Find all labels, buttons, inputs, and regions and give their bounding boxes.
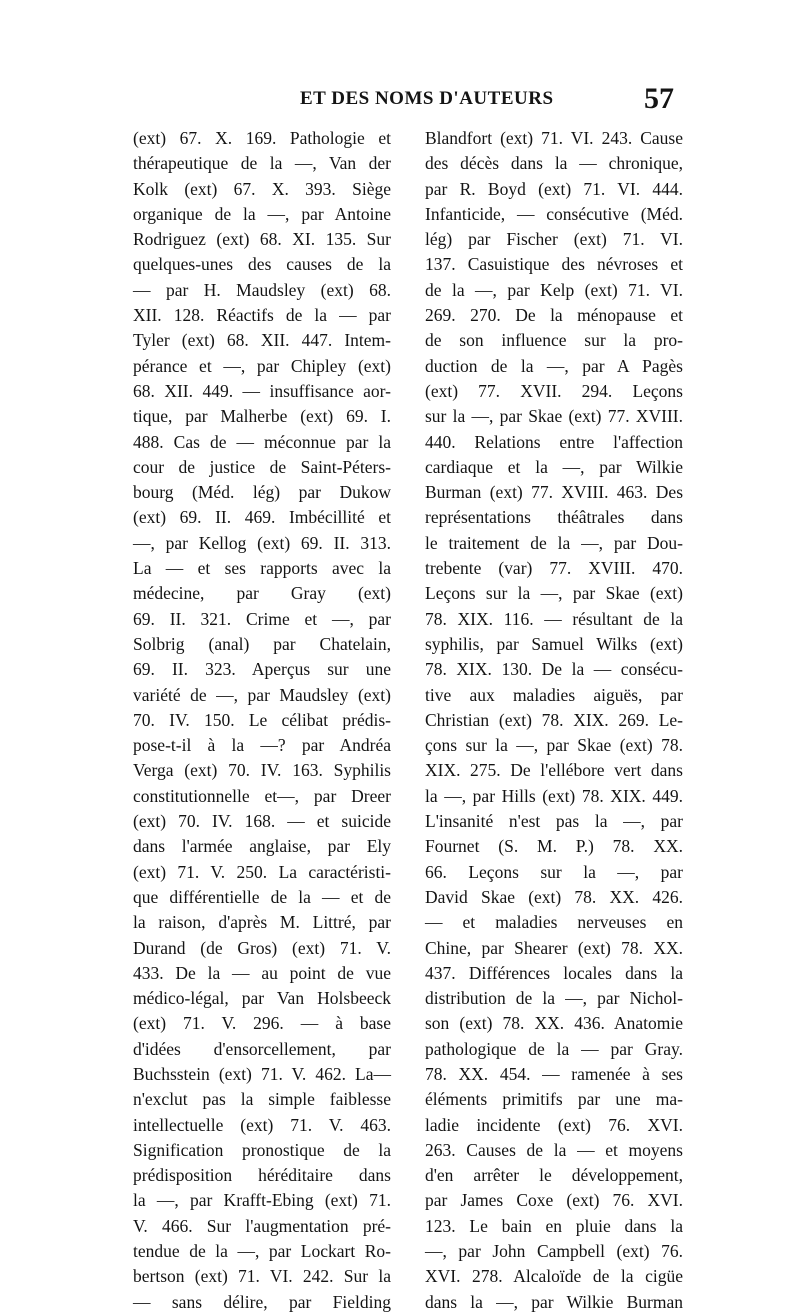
text-line: variété de —, par Maudsley (ext) (133, 684, 391, 705)
text-line: 488. Cas de — méconnue par la (133, 431, 391, 452)
text-line: — et maladies nerveuses en (425, 912, 683, 933)
text-line: pathologique de la — par Gray. (425, 1038, 683, 1059)
text-line: L'insanité n'est pas la —, par (425, 811, 683, 832)
text-line: 263. Causes de la — et moyens (425, 1139, 683, 1160)
text-line: syphilis, par Samuel Wilks (ext) (425, 633, 683, 654)
text-line: lég) par Fischer (ext) 71. VI. (425, 229, 683, 250)
running-title: ET DES NOMS D'AUTEURS (300, 88, 554, 109)
text-line: Rodriguez (ext) 68. XI. 135. Sur (133, 229, 391, 250)
text-line: d'en arrêter le développement, (425, 1165, 683, 1186)
text-line: 137. Casuistique des névroses et (425, 254, 683, 275)
text-line: Fournet (S. M. P.) 78. XX. (425, 836, 683, 857)
text-line: thérapeutique de la —, Van der (133, 153, 391, 174)
text-line: Christian (ext) 78. XIX. 269. Le- (425, 709, 683, 730)
text-line: çons sur la —, par Skae (ext) 78. (425, 735, 683, 756)
text-line: dans l'armée anglaise, par Ely (133, 836, 391, 857)
text-line: Signification pronostique de la (133, 1139, 391, 1160)
text-line: son (ext) 78. XX. 436. Anatomie (425, 1013, 683, 1034)
text-line: la raison, d'après M. Littré, par (133, 912, 391, 933)
text-line: —, par John Campbell (ext) 76. (425, 1241, 683, 1262)
text-line: 269. 270. De la ménopause et (425, 305, 683, 326)
text-line: 78. XIX. 130. De la — consécu- (425, 659, 683, 680)
text-line: d'idées d'ensorcellement, par (133, 1038, 391, 1059)
text-line: Leçons sur la —, par Skae (ext) (425, 583, 683, 604)
text-line: — par H. Maudsley (ext) 68. (133, 279, 391, 300)
text-line: 70. IV. 150. Le célibat prédis- (133, 709, 391, 730)
text-line: duction de la —, par A Pagès (425, 355, 683, 376)
text-line: la —, par Krafft-Ebing (ext) 71. (133, 1190, 391, 1211)
text-line: XIX. 275. De l'ellébore vert dans (425, 760, 683, 781)
text-line: la —, par Hills (ext) 78. XIX. 449. (425, 785, 683, 806)
text-line: V. 466. Sur l'augmentation pré- (133, 1215, 391, 1236)
text-line: par James Coxe (ext) 76. XVI. (425, 1190, 683, 1211)
text-line: Buchsstein (ext) 71. V. 462. La— (133, 1063, 391, 1084)
text-line: le traitement de la —, par Dou- (425, 532, 683, 553)
text-line: pose-t-il à la —? par Andréa (133, 735, 391, 756)
page-number: 57 (644, 82, 674, 115)
text-line: pérance et —, par Chipley (ext) (133, 355, 391, 376)
text-line: Verga (ext) 70. IV. 163. Syphilis (133, 760, 391, 781)
text-line: par R. Boyd (ext) 71. VI. 444. (425, 178, 683, 199)
text-line: cour de justice de Saint-Péters- (133, 456, 391, 477)
text-line: de son influence sur la pro- (425, 330, 683, 351)
text-line: médico-légal, par Van Holsbeeck (133, 988, 391, 1009)
text-line: tive aux maladies aiguës, par (425, 684, 683, 705)
text-line: éléments primitifs par une ma- (425, 1089, 683, 1110)
text-line: —, par Kellog (ext) 69. II. 313. (133, 532, 391, 553)
text-line: 69. II. 323. Aperçus sur une (133, 659, 391, 680)
text-line: Kolk (ext) 67. X. 393. Siège (133, 178, 391, 199)
text-line: (ext) 71. V. 250. La caractéristi- (133, 861, 391, 882)
text-line: 433. De la — au point de vue (133, 962, 391, 983)
text-line: Chine, par Shearer (ext) 78. XX. (425, 937, 683, 958)
text-line: (ext) 71. V. 296. — à base (133, 1013, 391, 1034)
text-line: bertson (ext) 71. VI. 242. Sur la (133, 1266, 391, 1287)
text-line: que différentielle de la — et de (133, 886, 391, 907)
text-line: tendue de la —, par Lockart Ro- (133, 1241, 391, 1262)
text-line: (ext) 69. II. 469. Imbécillité et (133, 507, 391, 528)
text-line: n'exclut pas la simple faiblesse (133, 1089, 391, 1110)
text-line: 69. II. 321. Crime et —, par (133, 608, 391, 629)
text-line: tique, par Malherbe (ext) 69. I. (133, 406, 391, 427)
text-line: cardiaque et la —, par Wilkie (425, 456, 683, 477)
page-header (0, 82, 800, 122)
text-line: 440. Relations entre l'affection (425, 431, 683, 452)
text-line: Blandfort (ext) 71. VI. 243. Cause (425, 128, 683, 148)
text-line: 78. XIX. 116. — résultant de la (425, 608, 683, 629)
text-line: représentations théâtrales dans (425, 507, 683, 528)
text-line: ladie incidente (ext) 76. XVI. (425, 1114, 683, 1135)
text-line: 68. XII. 449. — insuffisance aor- (133, 380, 391, 401)
text-line: La — et ses rapports avec la (133, 558, 391, 579)
text-line: Infanticide, — consécutive (Méd. (425, 203, 683, 224)
left-column (133, 126, 391, 1315)
text-line: constitutionnelle et—, par Dreer (133, 785, 391, 806)
text-line: trebente (var) 77. XVIII. 470. (425, 558, 683, 579)
text-line: XVI. 278. Alcaloïde de la cigüe (425, 1266, 683, 1287)
text-line: Tyler (ext) 68. XII. 447. Intem- (133, 330, 391, 351)
text-line: intellectuelle (ext) 71. V. 463. (133, 1114, 391, 1135)
text-line: médecine, par Gray (ext) (133, 583, 391, 604)
text-line: 123. Le bain en pluie dans la (425, 1215, 683, 1236)
text-line: 437. Différences locales dans la (425, 962, 683, 983)
text-line: distribution de la —, par Nichol- (425, 988, 683, 1009)
text-line: sur la —, par Skae (ext) 77. XVIII. (425, 406, 683, 427)
text-line: Burman (ext) 77. XVIII. 463. Des (425, 482, 683, 503)
text-line: dans la —, par Wilkie Burman (425, 1291, 683, 1312)
text-line: bourg (Méd. lég) par Dukow (133, 482, 391, 503)
text-line: (ext) 70. IV. 168. — et suicide (133, 811, 391, 832)
text-line: — sans délire, par Fielding (133, 1291, 391, 1312)
text-line: prédisposition héréditaire dans (133, 1165, 391, 1186)
text-line: de la —, par Kelp (ext) 71. VI. (425, 279, 683, 300)
text-line: 78. XX. 454. — ramenée à ses (425, 1063, 683, 1084)
text-line: organique de la —, par Antoine (133, 203, 391, 224)
text-line: Durand (de Gros) (ext) 71. V. (133, 937, 391, 958)
text-line: des décès dans la — chronique, (425, 153, 683, 174)
text-line: XII. 128. Réactifs de la — par (133, 305, 391, 326)
text-line: David Skae (ext) 78. XX. 426. (425, 886, 683, 907)
text-line: Solbrig (anal) par Chatelain, (133, 633, 391, 654)
text-line: (ext) 67. X. 169. Pathologie et (133, 128, 391, 148)
text-line: quelques-unes des causes de la (133, 254, 391, 275)
text-line: (ext) 77. XVII. 294. Leçons (425, 380, 683, 401)
text-line: 66. Leçons sur la —, par (425, 861, 683, 882)
right-column (425, 126, 683, 1315)
